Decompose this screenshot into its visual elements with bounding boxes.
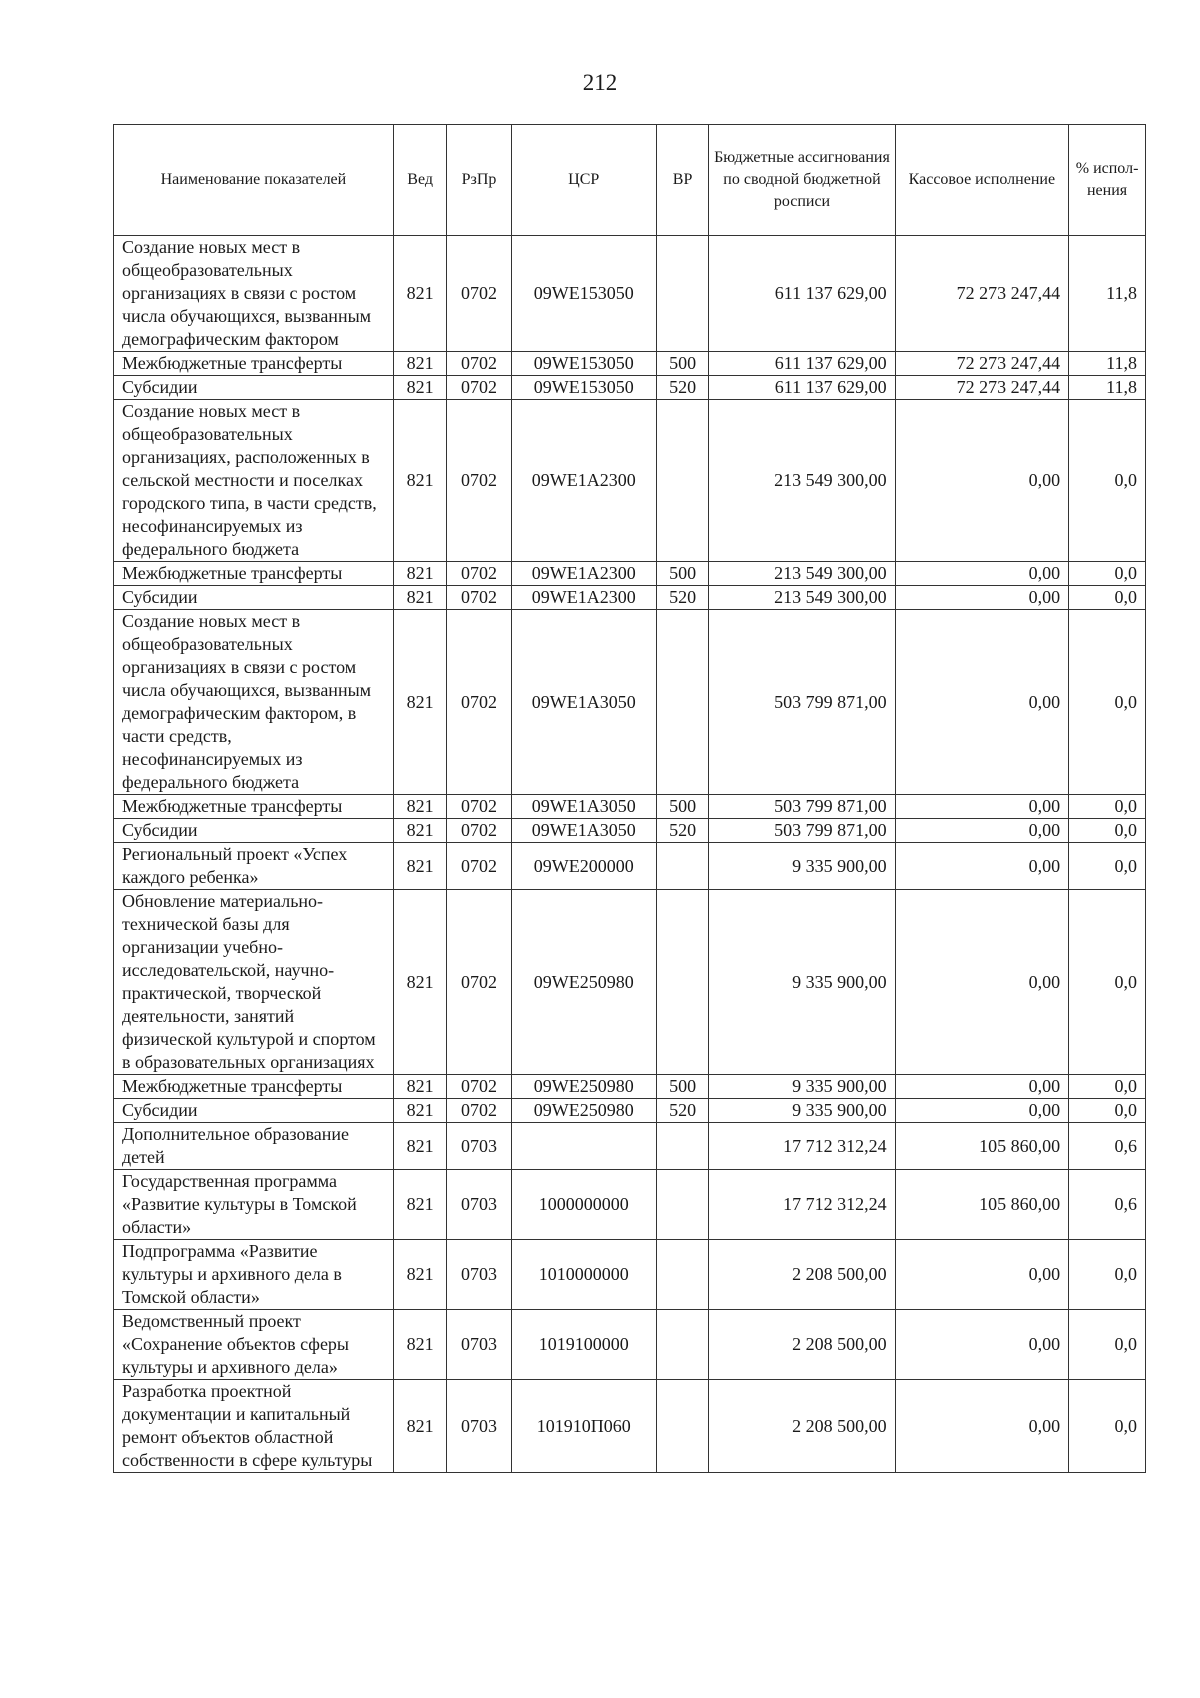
row-allocation: 611 137 629,00: [709, 376, 895, 400]
row-percent: 0,0: [1069, 1380, 1146, 1473]
table-row: [114, 376, 1146, 400]
row-rzpr: 0702: [447, 586, 511, 610]
row-allocation: 611 137 629,00: [709, 236, 895, 352]
row-percent: 0,0: [1069, 1099, 1146, 1123]
row-vr: [656, 1240, 709, 1310]
row-rzpr: 0703: [447, 1310, 511, 1380]
row-allocation: 2 208 500,00: [709, 1240, 895, 1310]
row-csr: 09WE250980: [511, 1099, 656, 1123]
row-allocation: 9 335 900,00: [709, 1099, 895, 1123]
table-row: [114, 1170, 1146, 1240]
row-execution: 0,00: [895, 1075, 1069, 1099]
row-execution: 72 273 247,44: [895, 376, 1069, 400]
row-name: Региональный проект «Успех каждого ребенка»: [114, 843, 394, 890]
row-name: Ведомственный проект «Сохранение объектов сферы культуры и архивного дела»: [114, 1310, 394, 1380]
table-row: [114, 1075, 1146, 1099]
row-vr: 500: [656, 562, 709, 586]
page-number: 212: [582, 70, 618, 95]
row-rzpr: 0702: [447, 562, 511, 586]
row-percent: 0,0: [1069, 795, 1146, 819]
row-execution: 0,00: [895, 890, 1069, 1075]
row-vr: [656, 400, 709, 562]
row-rzpr: 0702: [447, 236, 511, 352]
table-row: [114, 1099, 1146, 1123]
row-percent: 0,0: [1069, 819, 1146, 843]
table-row: [114, 352, 1146, 376]
budget-table: [113, 124, 1146, 1473]
row-rzpr: 0703: [447, 1170, 511, 1240]
row-name: Подпрограмма «Развитие культуры и архивного дела в Томской области»: [114, 1240, 394, 1310]
row-ved: 821: [393, 352, 447, 376]
row-execution: 105 860,00: [895, 1123, 1069, 1170]
row-allocation: 9 335 900,00: [709, 843, 895, 890]
row-rzpr: 0702: [447, 843, 511, 890]
row-name: Создание новых мест в общеобразовательных организациях в связи с ростом числа обучающихся, вызванным демографическим фактором, в части средств, несофинансируемых из федерального бюджета: [114, 610, 394, 795]
row-name: Межбюджетные трансферты: [114, 562, 394, 586]
row-ved: 821: [393, 819, 447, 843]
row-ved: 821: [393, 1310, 447, 1380]
table-row: [114, 890, 1146, 1075]
row-name: Субсидии: [114, 1099, 394, 1123]
row-ved: 821: [393, 890, 447, 1075]
row-percent: 11,8: [1069, 236, 1146, 352]
header-execution: Кассовое исполнение: [895, 125, 1069, 236]
row-ved: 821: [393, 795, 447, 819]
table-row: [114, 843, 1146, 890]
row-execution: 0,00: [895, 586, 1069, 610]
row-allocation: 17 712 312,24: [709, 1123, 895, 1170]
row-ved: 821: [393, 1380, 447, 1473]
row-vr: [656, 1123, 709, 1170]
row-ved: 821: [393, 1075, 447, 1099]
row-execution: 0,00: [895, 1380, 1069, 1473]
row-percent: 0,0: [1069, 400, 1146, 562]
row-execution: 0,00: [895, 400, 1069, 562]
table-body: [114, 236, 1146, 1473]
row-name: Разработка проектной документации и капитальный ремонт объектов областной собственности в сфере культуры: [114, 1380, 394, 1473]
row-percent: 0,0: [1069, 890, 1146, 1075]
row-csr: 09WE153050: [511, 236, 656, 352]
table-header-row: [114, 125, 1146, 236]
row-execution: 0,00: [895, 795, 1069, 819]
row-ved: 821: [393, 586, 447, 610]
row-ved: 821: [393, 236, 447, 352]
row-vr: 520: [656, 376, 709, 400]
row-ved: 821: [393, 843, 447, 890]
row-vr: [656, 890, 709, 1075]
row-execution: 72 273 247,44: [895, 352, 1069, 376]
row-csr: 09WE1A3050: [511, 819, 656, 843]
row-percent: 0,0: [1069, 1240, 1146, 1310]
header-name: Наименование показателей: [114, 125, 394, 236]
row-name: Субсидии: [114, 819, 394, 843]
row-name: Обновление материально-технической базы для организации учебно-исследовательской, научно-практической, творческой деятельности, занятий физической культурой и спортом в образовательных организациях: [114, 890, 394, 1075]
row-rzpr: 0702: [447, 890, 511, 1075]
row-execution: 0,00: [895, 562, 1069, 586]
table-row: [114, 795, 1146, 819]
row-allocation: 2 208 500,00: [709, 1310, 895, 1380]
row-name: Создание новых мест в общеобразовательных организациях в связи с ростом числа обучающихся, вызванным демографическим фактором: [114, 236, 394, 352]
row-csr: 101910П060: [511, 1380, 656, 1473]
row-percent: 11,8: [1069, 352, 1146, 376]
row-ved: 821: [393, 376, 447, 400]
row-percent: 0,0: [1069, 562, 1146, 586]
row-csr: 1019100000: [511, 1310, 656, 1380]
row-vr: [656, 843, 709, 890]
row-ved: 821: [393, 1170, 447, 1240]
table-row: [114, 586, 1146, 610]
row-execution: 0,00: [895, 1240, 1069, 1310]
row-rzpr: 0702: [447, 400, 511, 562]
row-name: Субсидии: [114, 376, 394, 400]
row-ved: 821: [393, 1123, 447, 1170]
row-ved: 821: [393, 1099, 447, 1123]
row-execution: 0,00: [895, 843, 1069, 890]
row-csr: 09WE250980: [511, 1075, 656, 1099]
header-allocations: Бюджетные ассигнования по сводной бюджетной росписи: [709, 125, 895, 236]
header-vr: ВР: [656, 125, 709, 236]
header-csr: ЦСР: [511, 125, 656, 236]
row-vr: 520: [656, 1099, 709, 1123]
row-ved: 821: [393, 562, 447, 586]
table-row: [114, 562, 1146, 586]
row-name: Создание новых мест в общеобразовательных организациях, расположенных в сельской местности и поселках городского типа, в части средств, несофинансируемых из федерального бюджета: [114, 400, 394, 562]
row-percent: 0,0: [1069, 1310, 1146, 1380]
row-percent: 0,0: [1069, 843, 1146, 890]
row-rzpr: 0703: [447, 1240, 511, 1310]
row-rzpr: 0703: [447, 1123, 511, 1170]
row-allocation: 213 549 300,00: [709, 400, 895, 562]
row-allocation: 213 549 300,00: [709, 586, 895, 610]
row-percent: 0,0: [1069, 1075, 1146, 1099]
row-csr: [511, 1123, 656, 1170]
row-percent: 11,8: [1069, 376, 1146, 400]
row-name: Дополнительное образование детей: [114, 1123, 394, 1170]
row-allocation: 213 549 300,00: [709, 562, 895, 586]
row-percent: 0,6: [1069, 1170, 1146, 1240]
row-name: Субсидии: [114, 586, 394, 610]
row-csr: 1000000000: [511, 1170, 656, 1240]
row-rzpr: 0702: [447, 1099, 511, 1123]
row-csr: 09WE1A3050: [511, 610, 656, 795]
row-csr: 09WE200000: [511, 843, 656, 890]
row-rzpr: 0703: [447, 1380, 511, 1473]
row-rzpr: 0702: [447, 1075, 511, 1099]
row-csr: 09WE250980: [511, 890, 656, 1075]
row-vr: [656, 1310, 709, 1380]
row-vr: 500: [656, 352, 709, 376]
table-row: [114, 400, 1146, 562]
table-row: [114, 236, 1146, 352]
row-execution: 72 273 247,44: [895, 236, 1069, 352]
row-allocation: 2 208 500,00: [709, 1380, 895, 1473]
row-vr: 520: [656, 819, 709, 843]
table-row: [114, 1310, 1146, 1380]
row-execution: 0,00: [895, 819, 1069, 843]
row-execution: 0,00: [895, 610, 1069, 795]
row-allocation: 9 335 900,00: [709, 1075, 895, 1099]
header-rzpr: РзПр: [447, 125, 511, 236]
row-vr: [656, 610, 709, 795]
row-vr: [656, 1380, 709, 1473]
row-ved: 821: [393, 610, 447, 795]
row-vr: [656, 1170, 709, 1240]
table-row: [114, 610, 1146, 795]
row-execution: 0,00: [895, 1310, 1069, 1380]
row-percent: 0,0: [1069, 610, 1146, 795]
row-allocation: 503 799 871,00: [709, 819, 895, 843]
row-csr: 1010000000: [511, 1240, 656, 1310]
row-rzpr: 0702: [447, 819, 511, 843]
row-rzpr: 0702: [447, 610, 511, 795]
row-rzpr: 0702: [447, 376, 511, 400]
row-csr: 09WE1A2300: [511, 562, 656, 586]
row-vr: 500: [656, 1075, 709, 1099]
row-vr: 520: [656, 586, 709, 610]
row-vr: 500: [656, 795, 709, 819]
header-ved: Вед: [393, 125, 447, 236]
row-percent: 0,0: [1069, 586, 1146, 610]
row-name: Межбюджетные трансферты: [114, 795, 394, 819]
row-ved: 821: [393, 1240, 447, 1310]
row-allocation: 611 137 629,00: [709, 352, 895, 376]
table-row: [114, 819, 1146, 843]
row-rzpr: 0702: [447, 795, 511, 819]
header-percent: % испол-нения: [1069, 125, 1146, 236]
row-allocation: 503 799 871,00: [709, 610, 895, 795]
row-csr: 09WE1A2300: [511, 400, 656, 562]
table-row: [114, 1240, 1146, 1310]
row-rzpr: 0702: [447, 352, 511, 376]
row-allocation: 503 799 871,00: [709, 795, 895, 819]
row-csr: 09WE1A2300: [511, 586, 656, 610]
row-csr: 09WE153050: [511, 376, 656, 400]
row-csr: 09WE1A3050: [511, 795, 656, 819]
row-name: Межбюджетные трансферты: [114, 1075, 394, 1099]
row-allocation: 9 335 900,00: [709, 890, 895, 1075]
row-execution: 105 860,00: [895, 1170, 1069, 1240]
row-name: Государственная программа «Развитие культуры в Томской области»: [114, 1170, 394, 1240]
row-execution: 0,00: [895, 1099, 1069, 1123]
row-allocation: 17 712 312,24: [709, 1170, 895, 1240]
table-row: [114, 1380, 1146, 1473]
row-name: Межбюджетные трансферты: [114, 352, 394, 376]
row-percent: 0,6: [1069, 1123, 1146, 1170]
row-ved: 821: [393, 400, 447, 562]
row-vr: [656, 236, 709, 352]
table-row: [114, 1123, 1146, 1170]
row-csr: 09WE153050: [511, 352, 656, 376]
